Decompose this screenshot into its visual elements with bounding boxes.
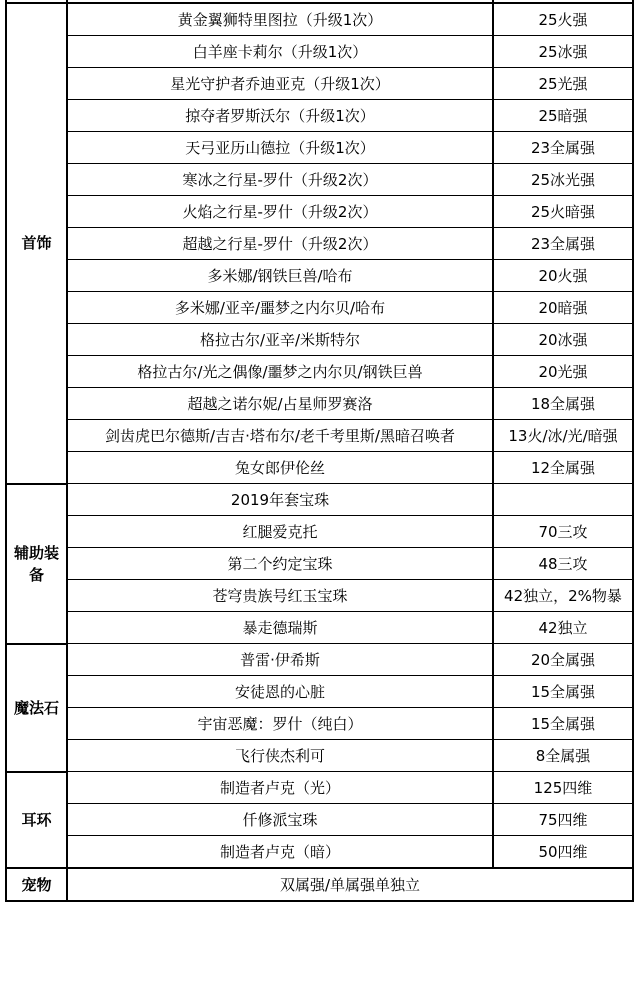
category-label: 魔法石	[13, 698, 59, 717]
item-name-cell: 宇宙恶魔：罗什（纯白）	[67, 708, 493, 740]
item-name-cell: 白羊座卡莉尔（升级1次）	[67, 36, 493, 68]
table-row	[6, 260, 633, 292]
item-name-cell: 剑齿虎巴尔德斯/吉吉·塔布尔/老千考里斯/黑暗召唤者	[67, 420, 493, 452]
item-stat-cell: 20冰强	[493, 324, 633, 356]
table-row	[6, 452, 633, 484]
item-name-cell: 制造者卢克（光）	[67, 772, 493, 804]
item-name-cell: 多米娜/亚辛/噩梦之内尔贝/哈布	[67, 292, 493, 324]
item-name-cell: 安徒恩的心脏	[67, 676, 493, 708]
category-cell	[6, 644, 67, 772]
item-stat-cell: 25冰强	[493, 36, 633, 68]
table-row	[6, 708, 633, 740]
table-row	[6, 36, 633, 68]
item-name-cell: 暴走德瑞斯	[67, 612, 493, 644]
category-label: 辅助装备	[13, 543, 59, 584]
item-stat-cell: 20光强	[493, 356, 633, 388]
category-label: 首饰	[21, 234, 52, 253]
item-name-cell: 2019年套宝珠	[67, 484, 493, 516]
category-cell	[6, 772, 67, 869]
item-name-cell: 多米娜/钢铁巨兽/哈布	[67, 260, 493, 292]
item-name-cell: 第二个约定宝珠	[67, 548, 493, 580]
item-stat-cell: 8全属强	[493, 740, 633, 772]
item-name-cell: 仟修派宝珠	[67, 804, 493, 836]
table-row	[6, 804, 633, 836]
item-name-cell: 星光守护者乔迪亚克（升级1次）	[67, 68, 493, 100]
item-name-cell: 制造者卢克（暗）	[67, 836, 493, 869]
equipment-table	[5, 0, 634, 902]
category-label: 宠物	[21, 875, 52, 894]
item-name-cell: 火焰之行星-罗什（升级2次）	[67, 196, 493, 228]
table-row	[6, 356, 633, 388]
item-stat-cell: 12全属强	[493, 452, 633, 484]
item-stat-cell: 25光强	[493, 68, 633, 100]
category-cell	[6, 868, 67, 901]
item-stat-cell: 70三攻	[493, 516, 633, 548]
table-row	[6, 100, 633, 132]
table-row	[6, 580, 633, 612]
category-cell	[6, 484, 67, 644]
item-name-cell: 飞行侠杰利可	[67, 740, 493, 772]
table-row	[6, 164, 633, 196]
item-name-cell: 兔女郎伊伦丝	[67, 452, 493, 484]
table-row	[6, 612, 633, 644]
pet-row	[6, 868, 633, 901]
table-row	[6, 644, 633, 676]
item-name-cell: 格拉古尔/光之偶像/噩梦之内尔贝/钢铁巨兽	[67, 356, 493, 388]
item-stat-cell: 20火强	[493, 260, 633, 292]
category-cell	[6, 3, 67, 484]
item-stat-cell: 23全属强	[493, 132, 633, 164]
item-stat-cell: 125四维	[493, 772, 633, 804]
category-label: 耳环	[21, 810, 52, 829]
item-name-cell: 格拉古尔/亚辛/米斯特尔	[67, 324, 493, 356]
item-stat-cell: 48三攻	[493, 548, 633, 580]
table-row	[6, 3, 633, 36]
item-stat-cell: 42独立	[493, 612, 633, 644]
table-row	[6, 196, 633, 228]
item-stat-cell: 25火暗强	[493, 196, 633, 228]
table-row	[6, 772, 633, 804]
item-stat-cell: 15全属强	[493, 708, 633, 740]
item-name-cell: 普雷·伊希斯	[67, 644, 493, 676]
item-name-cell: 超越之诺尔妮/占星师罗赛洛	[67, 388, 493, 420]
table-row	[6, 228, 633, 260]
item-stat-cell: 20全属强	[493, 644, 633, 676]
table-row	[6, 548, 633, 580]
item-name-cell: 超越之行星-罗什（升级2次）	[67, 228, 493, 260]
item-stat-cell: 15全属强	[493, 676, 633, 708]
table-row	[6, 292, 633, 324]
table-row	[6, 420, 633, 452]
table-row	[6, 132, 633, 164]
item-stat-cell: 20暗强	[493, 292, 633, 324]
item-stat-cell: 23全属强	[493, 228, 633, 260]
table-row	[6, 516, 633, 548]
item-stat-cell: 18全属强	[493, 388, 633, 420]
table-row	[6, 68, 633, 100]
item-stat-cell: 42独立，2%物暴	[493, 580, 633, 612]
equipment-table-body	[6, 0, 633, 901]
item-stat-cell: 13火/冰/光/暗强	[493, 420, 633, 452]
item-name-cell: 掠夺者罗斯沃尔（升级1次）	[67, 100, 493, 132]
item-name-cell: 苍穹贵族号红玉宝珠	[67, 580, 493, 612]
pet-value-cell: 双属强/单属强单独立	[67, 868, 633, 901]
item-stat-cell: 50四维	[493, 836, 633, 869]
item-name-cell: 黄金翼狮特里图拉（升级1次）	[67, 3, 493, 36]
table-row	[6, 484, 633, 516]
item-stat-cell: 25暗强	[493, 100, 633, 132]
item-stat-cell: 25火强	[493, 3, 633, 36]
item-stat-cell: 25冰光强	[493, 164, 633, 196]
table-row	[6, 676, 633, 708]
table-row	[6, 740, 633, 772]
table-row	[6, 388, 633, 420]
item-name-cell: 红腿爱克托	[67, 516, 493, 548]
item-stat-cell	[493, 484, 633, 516]
item-name-cell: 寒冰之行星-罗什（升级2次）	[67, 164, 493, 196]
item-name-cell: 天弓亚历山德拉（升级1次）	[67, 132, 493, 164]
item-stat-cell: 75四维	[493, 804, 633, 836]
table-row	[6, 836, 633, 869]
table-row	[6, 324, 633, 356]
